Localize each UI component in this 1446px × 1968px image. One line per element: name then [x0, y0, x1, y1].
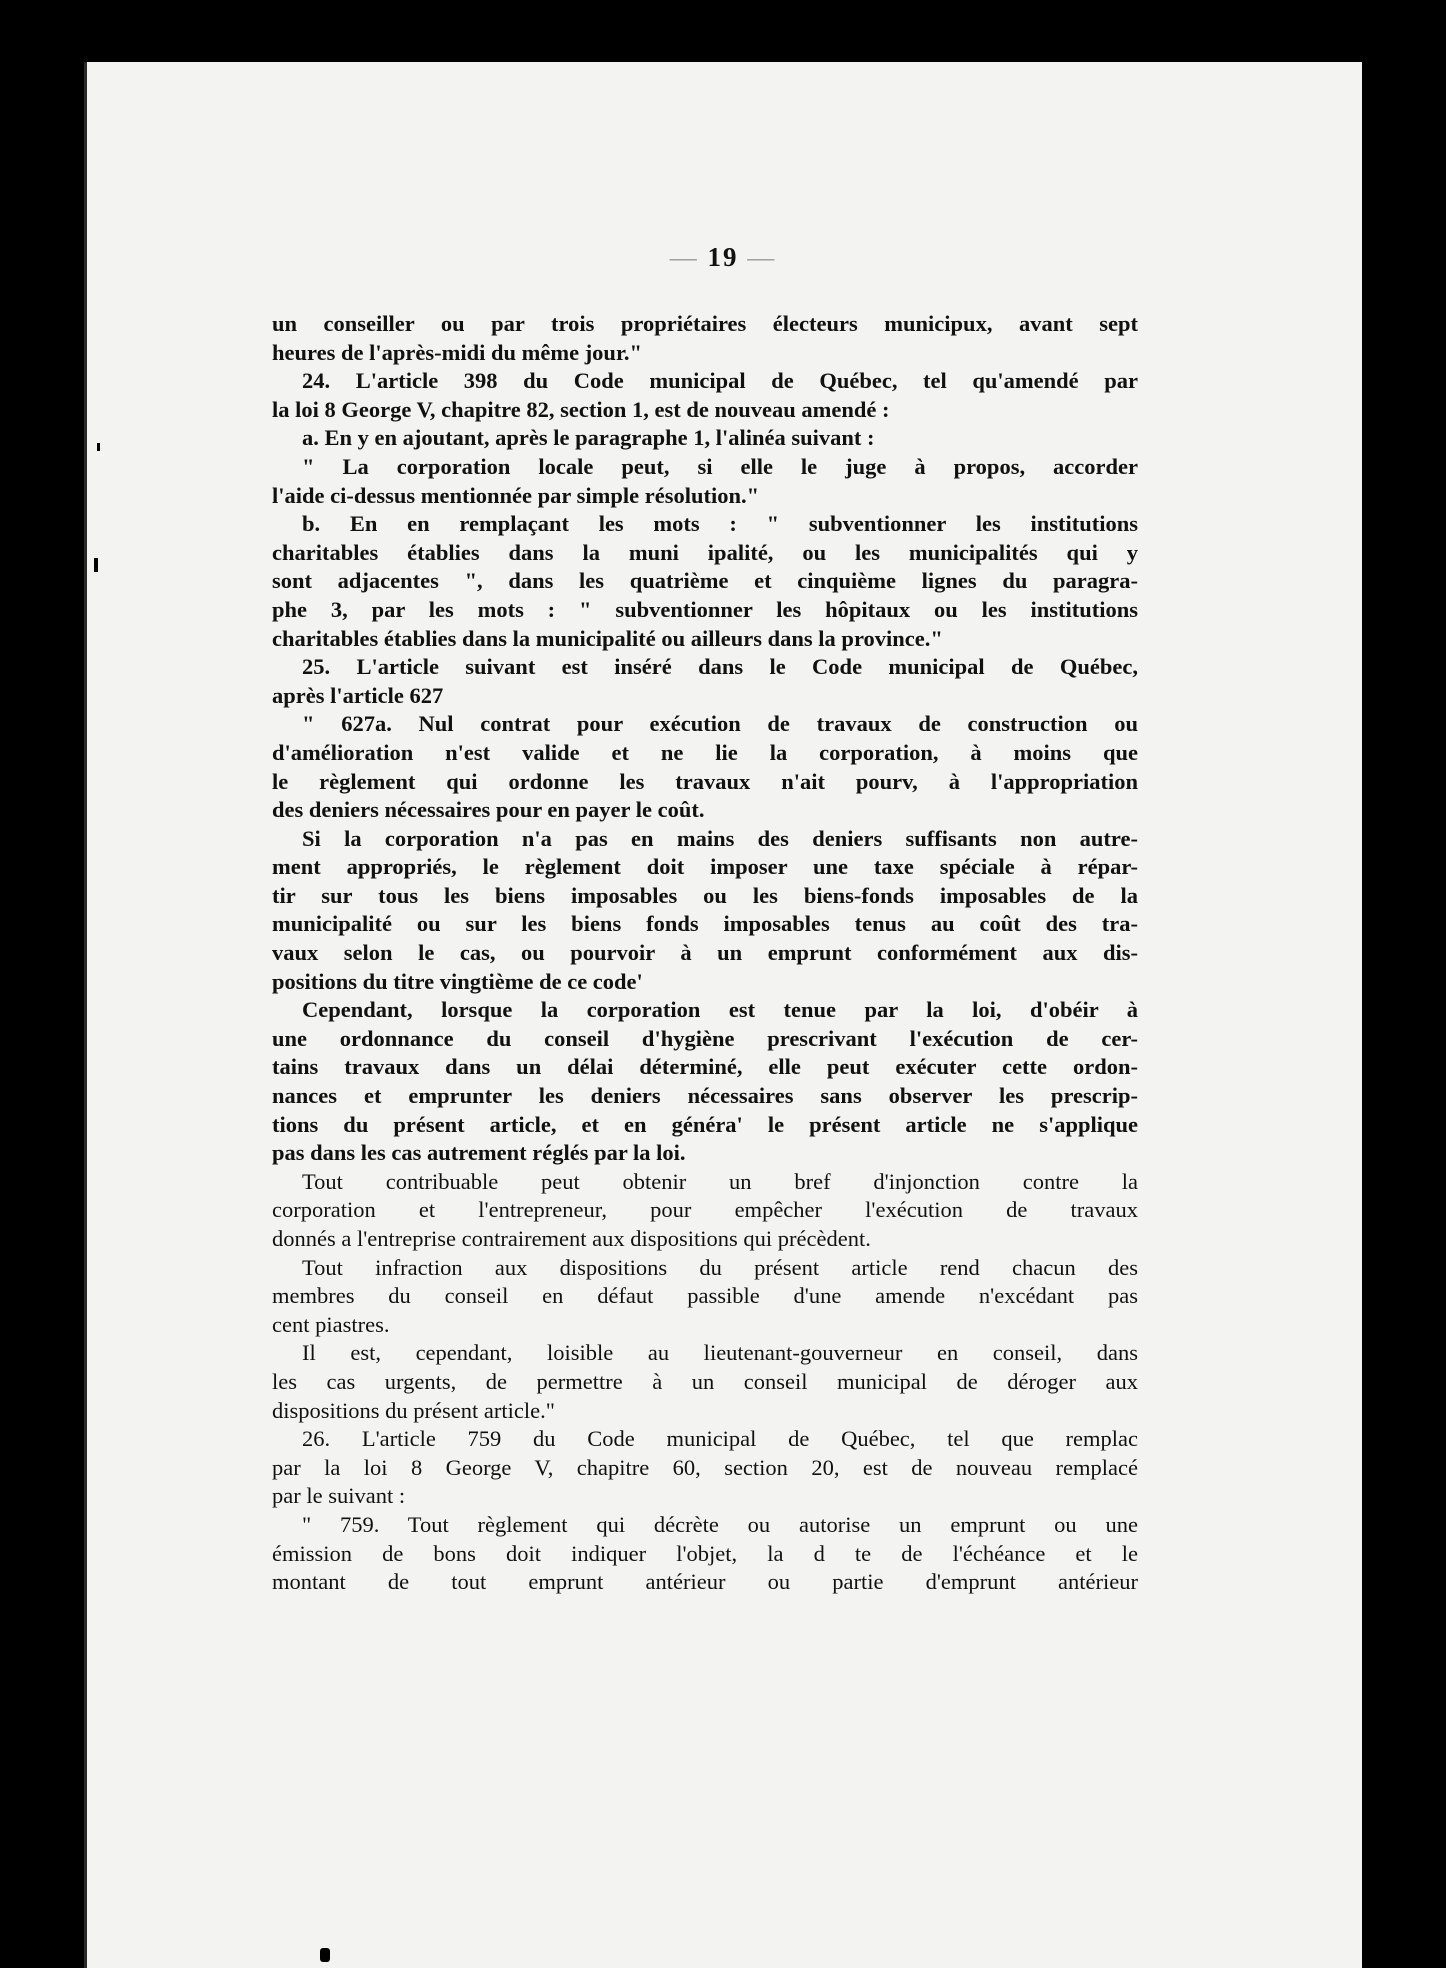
page-number	[0, 242, 1446, 273]
text-line: Tout contribuable peut obtenir un bref d'injonction contre la	[302, 1168, 1138, 1194]
text-line: d'amélioration n'est valide et ne lie la corporation, à moins que	[272, 739, 1138, 765]
text-line: un conseiller ou par trois propriétaires électeurs municipux, avant sept	[272, 311, 1138, 336]
text-line: " 759. Tout règlement qui décrète ou autorise un emprunt ou une	[302, 1511, 1138, 1537]
margin-mark	[97, 443, 100, 451]
text-line: nances et emprunter les deniers nécessaires sans observer les prescrip-	[272, 1083, 1138, 1109]
text-line: dispositions du présent article."	[272, 1397, 555, 1423]
margin-mark	[94, 558, 98, 572]
text-line: sont adjacentes ", dans les quatrième et cinquième lignes du paragra-	[272, 568, 1138, 594]
text-line: l'aide ci-dessus mentionnée par simple résolution."	[272, 482, 760, 508]
text-line: " La corporation locale peut, si elle le juge à propos, accorder	[302, 453, 1138, 479]
page-number-value: 19	[707, 242, 739, 272]
text-line: tions du présent article, et en généra' le présent article ne s'applique	[272, 1111, 1138, 1137]
text-line: le règlement qui ordonne les travaux n'ait pourv, à l'appropriation	[272, 768, 1138, 794]
text-line: après l'article 627	[272, 682, 444, 708]
text-line: tir sur tous les biens imposables ou les biens-fonds imposables de la	[272, 882, 1138, 908]
text-line: Cependant, lorsque la corporation est tenue par la loi, d'obéir à	[302, 997, 1138, 1023]
text-line: Si la corporation n'a pas en mains des deniers suffisants non autre-	[302, 825, 1138, 851]
text-line: montant de tout emprunt antérieur ou partie d'emprunt antérieur	[272, 1569, 1138, 1595]
text-line: membres du conseil en défaut passible d'une amende n'excédant pas	[272, 1283, 1138, 1309]
text-line: municipalité ou sur les biens fonds imposables tenus au coût des tra-	[272, 911, 1138, 937]
page-number-dash: —	[738, 242, 777, 272]
text-line: une ordonnance du conseil d'hygiène prescrivant l'exécution de cer-	[272, 1025, 1138, 1051]
page-number-dash: —	[669, 242, 708, 272]
text-line: corporation et l'entrepreneur, pour empêcher l'exécution de travaux	[272, 1197, 1138, 1223]
text-line: 24. L'article 398 du Code municipal de Québec, tel qu'amendé par	[302, 368, 1138, 394]
text-line: la loi 8 George V, chapitre 82, section 1, est de nouveau amendé :	[272, 396, 890, 422]
text-line: cent piastres.	[272, 1311, 390, 1337]
binding-edge	[84, 62, 87, 1968]
text-line: donnés a l'entreprise contrairement aux dispositions qui précèdent.	[272, 1226, 871, 1251]
text-line: 25. L'article suivant est inséré dans le Code municipal de Québec,	[302, 654, 1138, 680]
text-line: les cas urgents, de permettre à un conseil municipal de déroger aux	[272, 1368, 1138, 1394]
text-line: positions du titre vingtième de ce code'	[272, 968, 643, 994]
text-line: b. En en remplaçant les mots : " subventionner les institutions	[302, 511, 1138, 537]
text-line: vaux selon le cas, ou pourvoir à un emprunt conformément aux dis-	[272, 940, 1138, 966]
text-line: des deniers nécessaires pour en payer le coût.	[272, 797, 705, 823]
text-line: pas dans les cas autrement réglés par la loi.	[272, 1140, 686, 1166]
text-line: Il est, cependant, loisible au lieutenant-gouverneur en conseil, dans	[302, 1340, 1138, 1366]
text-line: charitables établies dans la municipalité ou ailleurs dans la province."	[272, 625, 943, 651]
text-line: par le suivant :	[272, 1483, 406, 1509]
text-line: charitables établies dans la muni ipalité, ou les municipalités qui y	[272, 539, 1138, 565]
text-line: tains travaux dans un délai déterminé, elle peut exécuter cette ordon-	[272, 1054, 1138, 1080]
text-line: phe 3, par les mots : " subventionner les hôpitaux ou les institutions	[272, 596, 1138, 622]
text-line: émission de bons doit indiquer l'objet, la d te de l'échéance et le	[272, 1540, 1138, 1566]
text-line: heures de l'après-midi du même jour."	[272, 339, 642, 365]
margin-mark	[1418, 1390, 1421, 1400]
text-line: par la loi 8 George V, chapitre 60, section 20, est de nouveau remplacé	[272, 1454, 1138, 1480]
text-line: 26. L'article 759 du Code municipal de Québec, tel que remplac	[302, 1426, 1138, 1452]
text-line: Tout infraction aux dispositions du présent article rend chacun des	[302, 1254, 1138, 1280]
margin-mark	[320, 1948, 330, 1962]
text-line: a. En y en ajoutant, après le paragraphe 1, l'alinéa suivant :	[302, 425, 875, 451]
text-line: " 627a. Nul contrat pour exécution de travaux de construction ou	[302, 711, 1138, 737]
text-line: ment appropriés, le règlement doit imposer une taxe spéciale à répar-	[272, 854, 1138, 880]
body-text	[272, 310, 1138, 1597]
